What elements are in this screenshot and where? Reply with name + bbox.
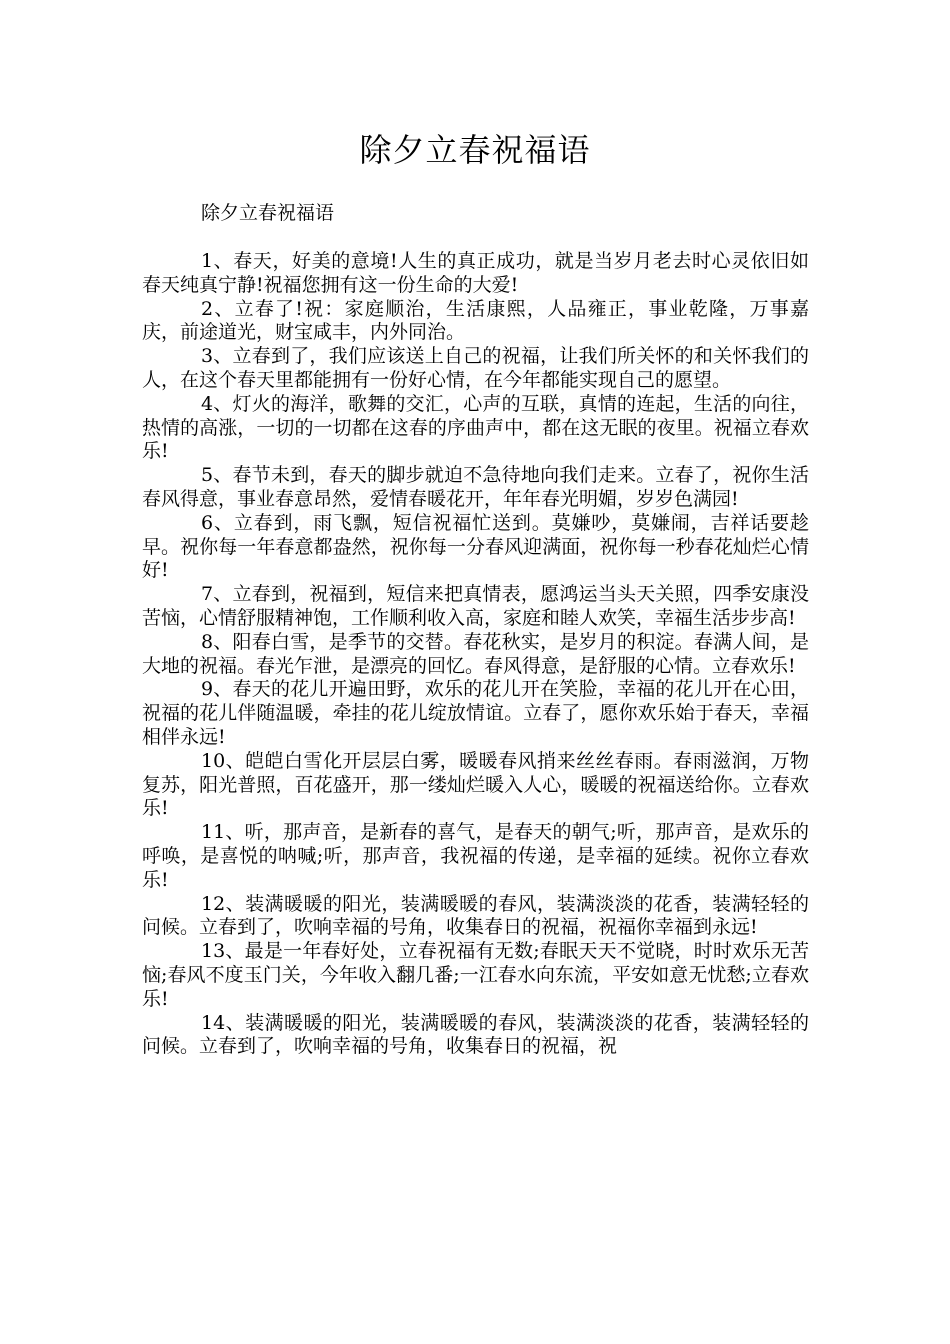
paragraph-3: 3、立春到了，我们应该送上自己的祝福，让我们所关怀的和关怀我们的人，在这个春天里都能拥有一份好心情，在今年都能实现自己的愿望。 bbox=[142, 345, 809, 391]
paragraph-4: 4、灯火的海洋，歌舞的交汇，心声的互联，真情的连起，生活的向往，热情的高涨，一切的一切都在这春的序曲声中，都在这无眠的夜里。祝福立春欢乐! bbox=[142, 392, 809, 463]
paragraph-13: 13、最是一年春好处，立春祝福有无数;春眠天天不觉晓，时时欢乐无苦恼;春风不度玉门关，今年收入翻几番;一江春水向东流，平安如意无忧愁;立春欢乐! bbox=[142, 940, 809, 1010]
paragraph-9: 9、春天的花儿开遍田野，欢乐的花儿开在笑脸，幸福的花儿开在心田，祝福的花儿伴随温暖，牵挂的花儿绽放情谊。立春了，愿你欢乐始于春天，幸福相伴永远! bbox=[142, 678, 809, 748]
paragraph-6: 6、立春到，雨飞飘，短信祝福忙送到。莫嫌吵，莫嫌闹，吉祥话要趁早。祝你每一年春意都盎然，祝你每一分春风迎满面，祝你每一秒春花灿烂心情好! bbox=[142, 511, 809, 582]
document-title: 除夕立春祝福语 bbox=[359, 131, 591, 169]
document-body bbox=[142, 250, 809, 1059]
paragraph-7: 7、立春到，祝福到，短信来把真情表，愿鸿运当头天关照，四季安康没苦恼，心情舒服精神饱，工作顺利收入高，家庭和睦人欢笑，幸福生活步步高! bbox=[142, 583, 809, 629]
document-subtitle: 除夕立春祝福语 bbox=[201, 202, 335, 224]
paragraph-10: 10、皑皑白雪化开层层白雾，暖暖春风捎来丝丝春雨。春雨滋润，万物复苏，阳光普照，百花盛开，那一缕灿烂暖入人心，暖暖的祝福送给你。立春欢乐! bbox=[142, 749, 809, 820]
paragraph-5: 5、春节未到，春天的脚步就迫不急待地向我们走来。立春了，祝你生活春风得意，事业春意昂然，爱情春暖花开，年年春光明媚，岁岁色满园! bbox=[142, 464, 809, 510]
paragraph-2: 2、立春了!祝：家庭顺治，生活康熙，人品雍正，事业乾隆，万事嘉庆，前途道光，财宝咸丰，内外同治。 bbox=[142, 297, 809, 344]
paragraph-1: 1、春天，好美的意境!人生的真正成功，就是当岁月老去时心灵依旧如春天纯真宁静!祝福您拥有这一份生命的大爱! bbox=[142, 250, 809, 296]
paragraph-11: 11、听，那声音，是新春的喜气，是春天的朝气;听，那声音，是欢乐的呼唤，是喜悦的呐喊;听，那声音，我祝福的传递，是幸福的延续。祝你立春欢乐! bbox=[142, 821, 809, 891]
paragraph-12: 12、装满暖暖的阳光，装满暖暖的春风，装满淡淡的花香，装满轻轻的问候。立春到了，吹响幸福的号角，收集春日的祝福，祝福你幸福到永远! bbox=[142, 892, 809, 939]
paragraph-14: 14、装满暖暖的阳光，装满暖暖的春风，装满淡淡的花香，装满轻轻的问候。立春到了，吹响幸福的号角，收集春日的祝福，祝 bbox=[142, 1011, 809, 1058]
paragraph-8: 8、阳春白雪，是季节的交替。春花秋实，是岁月的积淀。春满人间，是大地的祝福。春光乍泄，是漂亮的回忆。春风得意，是舒服的心情。立春欢乐! bbox=[142, 630, 809, 677]
